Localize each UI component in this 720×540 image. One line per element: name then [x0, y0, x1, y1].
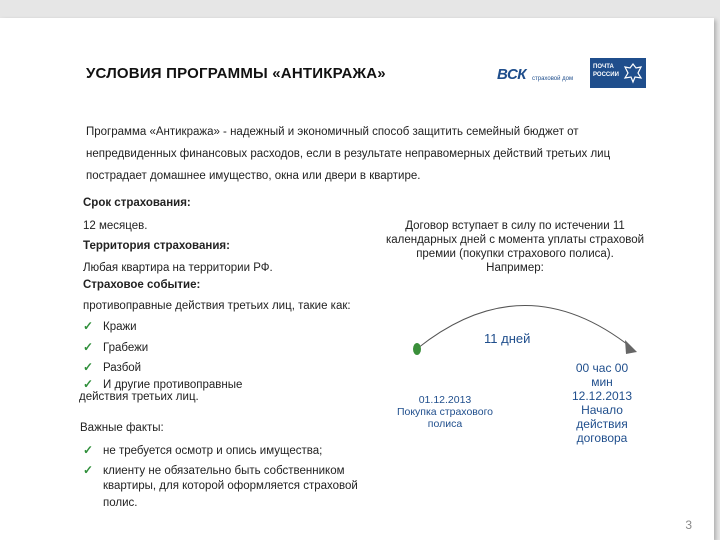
vsk-logo-subtitle: страховой дом	[532, 76, 574, 82]
fact-item-2-line2: квартиры, для которой оформляется страховой	[103, 480, 358, 492]
intro-line-3: пострадает домашнее имущество, окна или двери в квартире.	[86, 170, 421, 182]
fact-item-1: ✓ не требуется осмотр и опись имущества;	[83, 443, 323, 457]
fact-item-2: ✓ клиенту не обязательно быть собственником	[83, 463, 345, 477]
territory-label: Территория страхования:	[83, 240, 230, 252]
end-info: 00 час 00 мин 12.12.2013 Начало действия договора	[552, 361, 652, 445]
checkmark-icon: ✓	[83, 463, 94, 477]
contract-text: Договор вступает в силу по истечении 11 календарных дней с момента уплаты страховой премии (покупки страхового полиса). Например:	[385, 220, 645, 274]
checkmark-icon: ✓	[83, 377, 94, 391]
intro-line-1: Программа «Антикража» - надежный и экономичный способ защитить семейный бюджет от	[86, 126, 579, 138]
arrow-head-icon	[625, 340, 637, 354]
checkmark-icon: ✓	[83, 319, 94, 333]
event-item-theft: ✓ Кражи	[83, 319, 137, 333]
vsk-logo	[497, 66, 577, 86]
facts-label: Важные факты:	[80, 422, 164, 434]
post-logo-line2: РОССИИ	[593, 72, 619, 78]
start-dot-icon	[413, 343, 421, 355]
eagle-emblem-icon	[623, 62, 643, 84]
end-date: 12.12.2013	[571, 389, 633, 403]
event-intro: противоправные действия третьих лиц, такие как:	[83, 300, 351, 312]
checkmark-icon: ✓	[83, 443, 94, 457]
russian-post-logo	[590, 58, 646, 88]
event-item-other: ✓ И другие противоправные	[83, 377, 243, 391]
intro-line-2: непредвиденных финансовых расходов, если в результате неправомерных действий третьих лиц	[86, 148, 611, 160]
start-date: 01.12.2013	[418, 394, 472, 406]
event-item-other-cont: действия третьих лиц.	[79, 391, 199, 403]
page-number: 3	[685, 518, 692, 532]
fact-item-2-line3: полис.	[103, 497, 138, 509]
intro-paragraph	[86, 121, 626, 187]
vsk-logo-text: ВСК	[497, 66, 527, 83]
slide	[0, 18, 714, 540]
checkmark-icon: ✓	[83, 340, 94, 354]
event-item-robbery: ✓ Грабежи	[83, 340, 149, 354]
term-label: Срок страхования:	[83, 197, 191, 209]
event-item-assault: ✓ Разбой	[83, 360, 142, 374]
days-label: 11 дней	[484, 331, 531, 346]
post-logo-line1: ПОЧТА	[593, 64, 614, 70]
checkmark-icon: ✓	[83, 360, 94, 374]
start-info: 01.12.2013 Покупка страхового полиса	[380, 394, 510, 430]
event-label: Страховое событие:	[83, 279, 201, 291]
page-title: УСЛОВИЯ ПРОГРАММЫ «АНТИКРАЖА»	[86, 65, 386, 82]
territory-value: Любая квартира на территории РФ.	[83, 262, 273, 274]
term-value: 12 месяцев.	[83, 220, 148, 232]
